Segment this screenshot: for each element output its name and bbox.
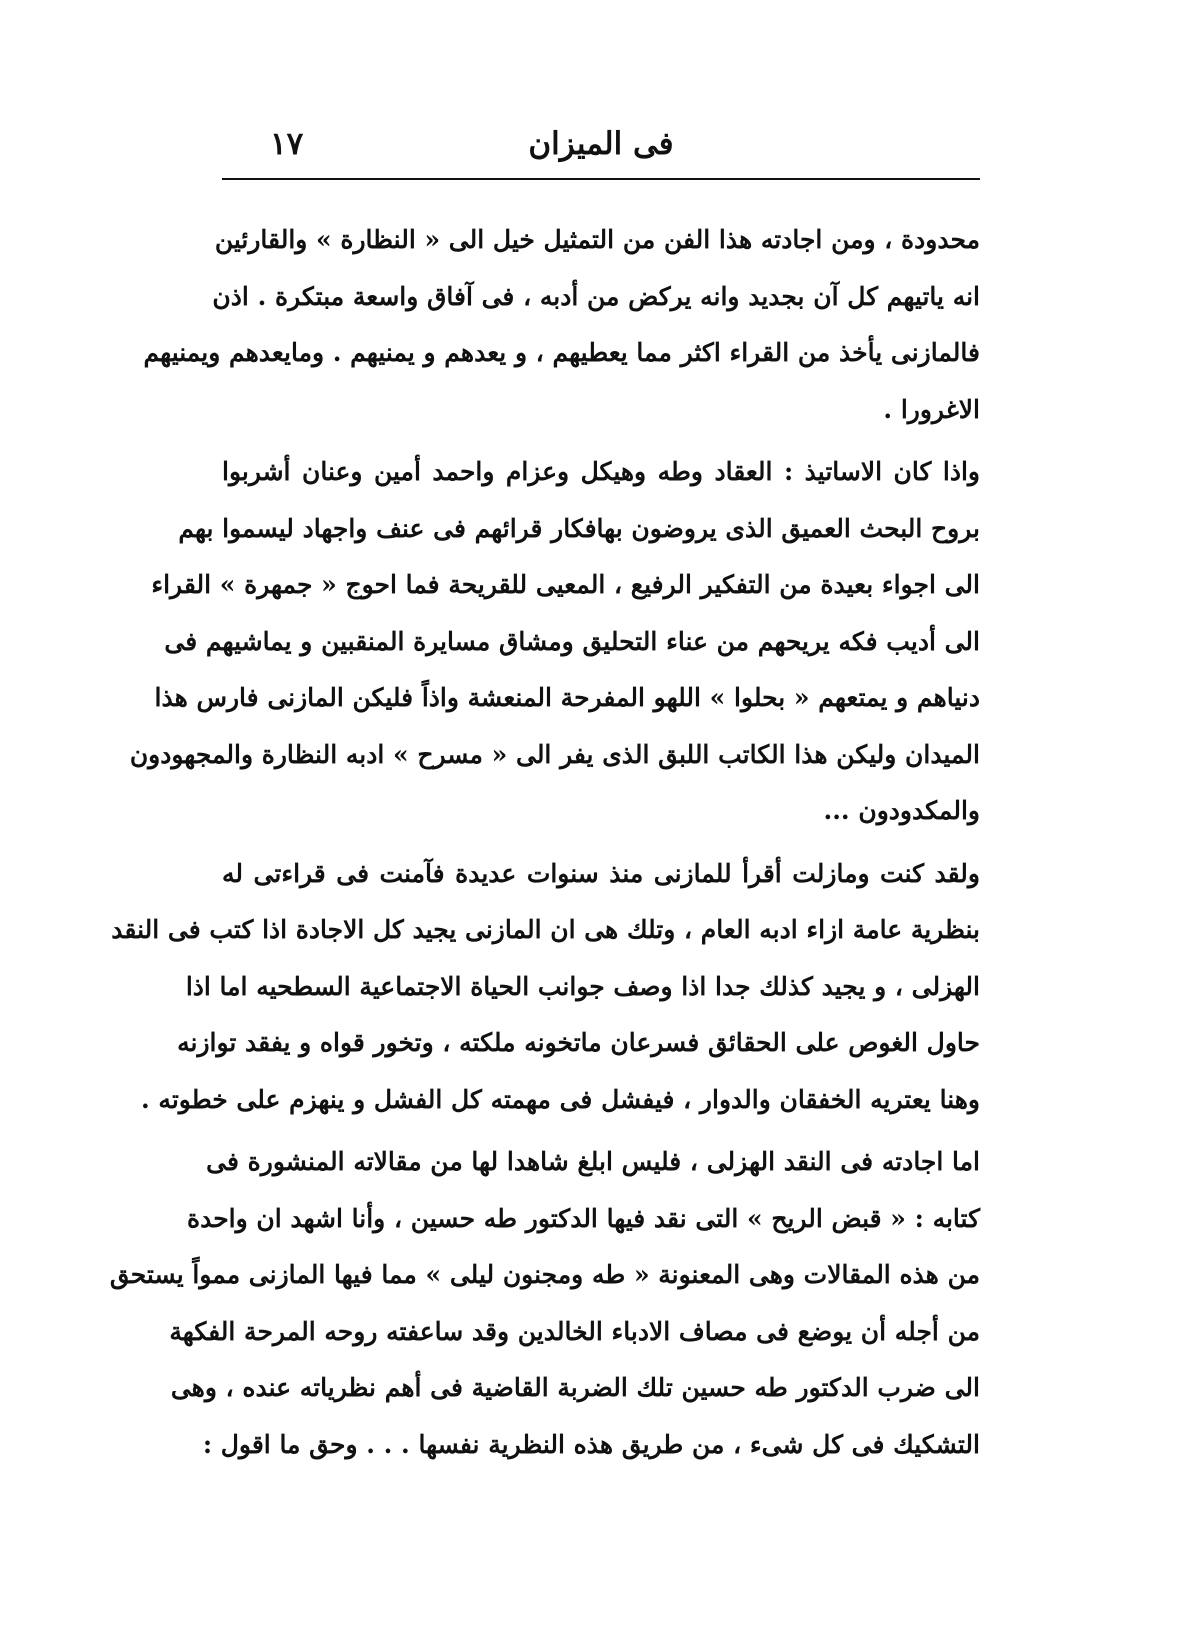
text-line: اما اجادته فى النقد الهزلى ، فليس ابلغ شاهدا لها من مقالاته المنشورة فى [206, 1147, 980, 1176]
text-line: دنياهم و يمتعهم « بحلوا » اللهو المفرحة المنعشة واذاً فليكن المازنى فارس هذا [154, 683, 980, 712]
text-line: والمكدودون ... [823, 796, 980, 825]
text-line: من أجله أن يوضع فى مصاف الادباء الخالدين وقد ساعفته روحه المرحة الفكهة [169, 1316, 980, 1346]
paragraph-4 [109, 1134, 980, 1473]
text-line: بروح البحث العميق الذى يروضون بهافكار قرائهم فى عنف واجهاد ليسموا بهم [178, 513, 980, 543]
running-header-title: فى الميزان [528, 126, 674, 162]
paragraph-3 [111, 846, 980, 1129]
text-line: الى ضرب الدكتور طه حسين تلك الضربة القاضية فى أهم نظرياته عنده ، وهى [170, 1373, 980, 1402]
text-line: بنظرية عامة ازاء ادبه العام ، وتلك هى ان المازنى يجيد كل الاجادة اذا كتب فى النقد [111, 915, 980, 944]
text-line: وهنا يعتريه الخفقان والدوار ، فيفشل فى مهمته كل الفشل و ينهزم على خطوته . [141, 1084, 980, 1114]
running-header [222, 118, 980, 170]
header-divider [222, 178, 980, 180]
text-line: واذا كان الاساتيذ : العقاد وطه وهيكل وعزام واحمد أمين وعنان أشربوا [222, 457, 980, 486]
body-text [109, 212, 980, 1473]
text-line: الميدان وليكن هذا الكاتب اللبق الذى يفر الى « مسرح » ادبه النظارة والمجهودون [129, 739, 980, 769]
paragraph-2 [129, 444, 980, 840]
text-line: من هذه المقالات وهى المعنونة « طه ومجنون ليلى » مما فيها المازنى ممواً يستحق [109, 1260, 980, 1289]
text-line: فالمازنى يأخذ من القراء اكثر مما يعطيهم ، و يعدهم و يمنيهم . ومايعدهم ويمنيهم [143, 338, 980, 367]
text-line: محدودة ، ومن اجادته هذا الفن من التمثيل خيل الى « النظارة » والقارئين [214, 225, 980, 254]
text-line: انه ياتيهم كل آن بجديد وانه يركض من أدبه ، فى آفاق واسعة مبتكرة . اذن [212, 281, 980, 311]
paragraph-1 [143, 212, 980, 438]
text-line: حاول الغوص على الحقائق فسرعان ماتخونه ملكته ، وتخور قواه و يفقد توازنه [177, 1028, 980, 1057]
text-line: الى اجواء بعيدة من التفكير الرفيع ، المعيى للقريحة فما احوج « جمهرة » القراء [151, 570, 980, 599]
text-line: التشكيك فى كل شىء ، من طريق هذه النظرية نفسها . . . وحق ما اقول : [202, 1429, 980, 1459]
text-line: الهزلى ، و يجيد كذلك جدا اذا وصف جوانب الحياة الاجتماعية السطحيه اما اذا [185, 971, 980, 1001]
text-line: الى أديب فكه يريحهم من عناء التحليق ومشاق مسايرة المنقبين و يماشيهم فى [164, 626, 980, 656]
text-line: ولقد كنت ومازلت أقرأ للمازنى منذ سنوات عديدة فآمنت فى قراءتى له [222, 858, 980, 888]
text-line: كتابه : « قبض الريح » التى نقد فيها الدكتور طه حسين ، وأنا اشهد ان واحدة [187, 1203, 980, 1233]
text-line: الاغرورا . [883, 394, 980, 424]
page-number: ١٧ [270, 126, 304, 162]
